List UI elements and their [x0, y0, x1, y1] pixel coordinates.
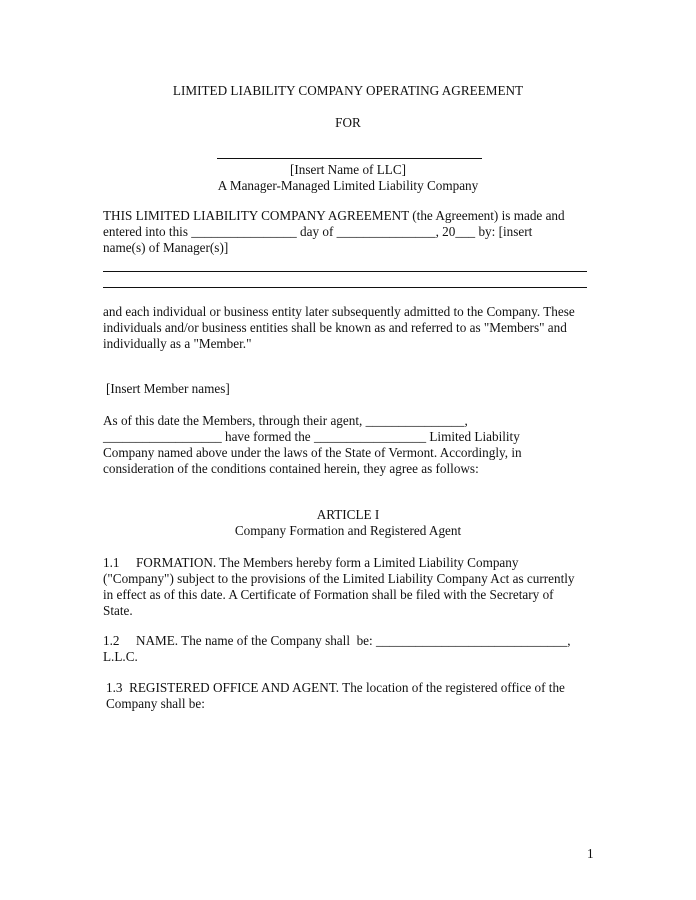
section-1-3: 1.3 REGISTERED OFFICE AND AGENT. The location of the registered office of the Company shall be: — [106, 680, 565, 711]
manager-blank-line-1 — [103, 271, 587, 272]
llc-name-placeholder: [Insert Name of LLC] — [289, 162, 407, 177]
document-title: LIMITED LIABILITY COMPANY OPERATING AGREEMENT — [172, 83, 524, 98]
member-names-placeholder: [Insert Member names] — [106, 381, 230, 396]
page-number: 1 — [587, 846, 594, 861]
formation-paragraph: As of this date the Members, through their agent, _______________, __________________ have formed the _________________ Limited Liability Company named above under the laws of the State of Vermont. Accordingly, in consideration of the conditions contained herein, they agree as follows: — [103, 413, 522, 476]
llc-type-subtitle: A Manager-Managed Limited Liability Company — [217, 178, 479, 193]
section-1-2: 1.2 NAME. The name of the Company shall be: _____________________________, L.L.C. — [103, 633, 571, 664]
intro-paragraph: THIS LIMITED LIABILITY COMPANY AGREEMENT (the Agreement) is made and entered into this ________________ day of _______________, 20___ by: [insert name(s) of Manager(s)] — [103, 208, 565, 255]
section-1-1: 1.1 FORMATION. The Members hereby form a Limited Liability Company ("Company") subject to the provisions of the Limited Liability Company Act as currently in effect as of this date. A Certificate of Formation shall be filed with the Secretary of State. — [103, 555, 575, 618]
llc-name-blank-line — [217, 158, 482, 159]
for-label: FOR — [335, 115, 361, 130]
manager-blank-line-2 — [103, 287, 587, 288]
members-paragraph: and each individual or business entity later subsequently admitted to the Company. These individuals and/or business entities shall be known as and referred to as "Members" and individually as a "Member." — [103, 304, 575, 351]
article-heading: ARTICLE I — [316, 507, 380, 522]
article-title: Company Formation and Registered Agent — [234, 523, 462, 538]
